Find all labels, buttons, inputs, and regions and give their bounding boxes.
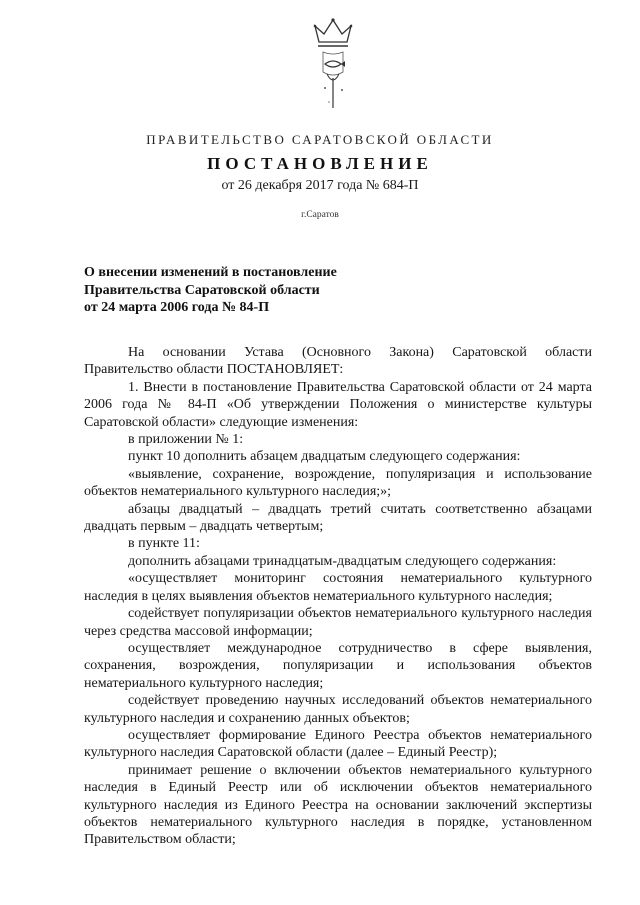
body-paragraph: в приложении № 1: (128, 432, 244, 448)
body-paragraph: осуществляет международное сотрудничество в сфере выявления, сохранения, возрождения, популяризации и использования объектов нематериального культурного наследия; (84, 640, 592, 691)
body-paragraph: пункт 10 дополнить абзацем двадцатым следующего содержания: (128, 449, 521, 465)
body-paragraph: На основании Устава (Основного Закона) Саратовской области Правительство области ПОСТАНОВЛЯЕТ: (84, 345, 592, 378)
document-city: г.Саратов (301, 210, 339, 220)
body-paragraph: дополнить абзацами тринадцатым-двадцатым следующего содержания: (128, 553, 557, 569)
document-type-title: ПОСТАНОВЛЕНИЕ (207, 154, 433, 173)
coat-of-arms-icon (305, 12, 361, 112)
body-paragraph: «выявление, сохранение, возрождение, популяризация и использование объектов нематериального культурного наследия;»; (84, 466, 592, 500)
body-paragraph: осуществляет формирование Единого Реестра объектов нематериального культурного наследия Саратовской области (далее – Единый Реестр); (84, 727, 592, 761)
body-paragraph: «осуществляет мониторинг состояния нематериального культурного наследия в целях выявления объектов нематериального культурного наследия; (84, 571, 592, 604)
subject-line: О внесении изменений в постановление (84, 265, 337, 280)
body-paragraph: 1. Внести в постановление Правительства Саратовской области от 24 марта 2006 года № 84-П «Об утверждении Положения о министерстве культуры Саратовской области» следующие изменения: (84, 379, 592, 430)
subject-line: Правительства Саратовской области (84, 282, 320, 298)
document-subject (84, 264, 424, 317)
body-paragraph: принимает решение о включении объектов нематериального культурного наследия в Единый Реестр или об исключении объектов нематериального культурного наследия из Единого Реестра на основании заключений экспертизы объектов нематериального культурного наследия в порядке, установленном Правительством области; (84, 762, 592, 848)
body-paragraph: содействует популяризации объектов нематериального культурного наследия через средства массовой информации; (84, 606, 592, 639)
body-paragraph: абзацы двадцатый – двадцать третий считать соответственно абзацами двадцать первым – двадцать четвертым; (84, 501, 592, 535)
body-paragraph: в пункте 11: (128, 536, 200, 552)
government-name: ПРАВИТЕЛЬСТВО САРАТОВСКОЙ ОБЛАСТИ (146, 132, 494, 147)
subject-line: от 24 марта 2006 года № 84-П (84, 300, 270, 315)
document-date-number: от 26 декабря 2017 года № 684-П (221, 178, 419, 193)
document-body (84, 344, 592, 849)
body-paragraph: содействует проведению научных исследований объектов нематериального культурного наследия и сохранению данных объектов; (84, 693, 592, 726)
